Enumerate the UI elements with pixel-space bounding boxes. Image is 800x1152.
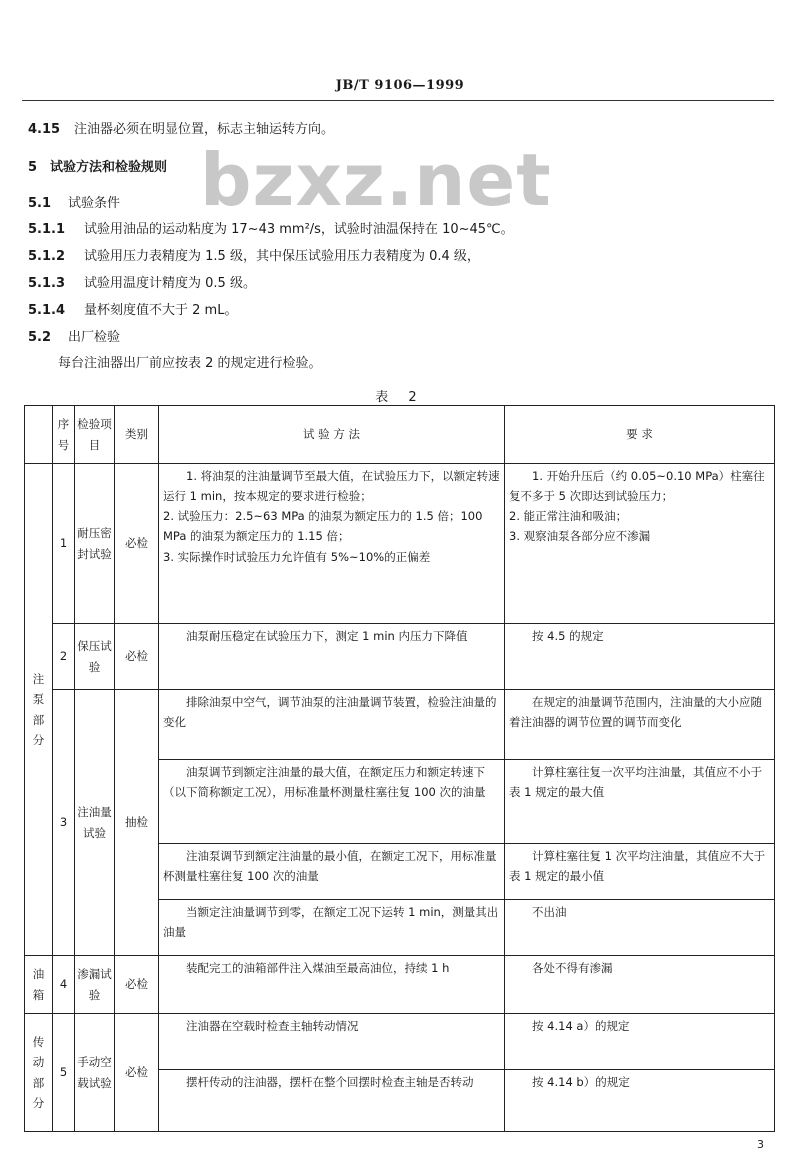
clause-5-1 [28, 192, 120, 211]
row-seq: 4 [53, 956, 75, 1014]
clause-5-1-2 [28, 245, 480, 264]
row-seq: 1 [53, 464, 75, 624]
row-method: 油泵耐压稳定在试验压力下，测定 1 min 内压力下降值 [159, 624, 505, 690]
row-requirement: 计算柱塞往复 1 次平均注油量，其值应不大于表 1 规定的最小值 [505, 844, 775, 900]
row-requirement: 1. 开始升压后（约 0.05~0.10 MPa）柱塞往复不多于 5 次即达到试验压力； 2. 能正常注油和吸油； 3. 观察油泵各部分应不渗漏 [505, 464, 775, 624]
row-method: 油泵调节到额定注油量的最大值，在额定压力和额定转速下（以下简称额定工况），用标准量杯测量柱塞往复 100 次的油量 [159, 760, 505, 844]
row-requirement: 按 4.14 b）的规定 [505, 1070, 775, 1132]
clause-text: 试验条件 [68, 196, 121, 211]
row-seq: 2 [53, 624, 75, 690]
row-category: 必检 [115, 1014, 159, 1132]
header-requirement: 要 求 [505, 406, 775, 464]
table-row [25, 690, 775, 760]
clause-5-2-body: 每台注油器出厂前应按表 2 的规定进行检验。 [58, 356, 322, 371]
header-divider [22, 100, 774, 101]
row-item: 手动空载试验 [75, 1014, 115, 1132]
clause-text: 试验方法和检验规则 [50, 160, 168, 175]
clause-5-2 [28, 326, 120, 345]
clause-number: 5.1.4 [28, 303, 66, 318]
table-row [25, 1014, 775, 1070]
row-category: 必检 [115, 464, 159, 624]
row-method: 注油泵调节到额定注油量的最小值，在额定工况下，用标准量杯测量柱塞往复 100 次的油量 [159, 844, 505, 900]
clause-number: 5.1.3 [28, 276, 66, 291]
header-seq: 序号 [53, 406, 75, 464]
row-method: 注油器在空载时检查主轴转动情况 [159, 1014, 505, 1070]
table-row [25, 624, 775, 690]
group-label-tank: 油 箱 [25, 956, 53, 1014]
group-label-drive: 传 动 部 分 [25, 1014, 53, 1132]
group-label-pump: 注 泵 部 分 [25, 464, 53, 956]
clause-5-1-4 [28, 299, 237, 318]
row-requirement: 不出油 [505, 900, 775, 956]
section-5-heading [28, 156, 167, 175]
clause-number: 5 [28, 160, 38, 175]
clause-number: 5.1 [28, 196, 52, 211]
header-group [25, 406, 53, 464]
clause-number: 5.1.2 [28, 249, 66, 264]
table-caption: 表 2 [375, 390, 425, 405]
row-category: 必检 [115, 624, 159, 690]
clause-text: 试验用温度计精度为 0.5 级。 [84, 276, 256, 291]
clause-number: 4.15 [28, 122, 61, 137]
row-method: 当额定注油量调节到零，在额定工况下运转 1 min，测量其出油量 [159, 900, 505, 956]
row-method: 排除油泵中空气，调节油泵的注油量调节装置，检验注油量的变化 [159, 690, 505, 760]
clause-number: 5.1.1 [28, 222, 66, 237]
header-item: 检验项目 [75, 406, 115, 464]
row-category: 抽检 [115, 690, 159, 956]
row-method: 摆杆传动的注油器，摆杆在整个回摆时检查主轴是否转动 [159, 1070, 505, 1132]
row-method: 装配完工的油箱部件注入煤油至最高油位，持续 1 h [159, 956, 505, 1014]
inspection-table [24, 405, 775, 1132]
watermark: bzxz.net [200, 138, 552, 222]
clause-text: 试验用压力表精度为 1.5 级，其中保压试验用压力表精度为 0.4 级， [84, 249, 480, 264]
clause-number: 5.2 [28, 330, 52, 345]
row-item: 注油量试验 [75, 690, 115, 956]
row-seq: 5 [53, 1014, 75, 1132]
table-row [25, 464, 775, 624]
table-header-row [25, 406, 775, 464]
row-item: 保压试验 [75, 624, 115, 690]
clause-5-1-1 [28, 218, 514, 237]
row-category: 必检 [115, 956, 159, 1014]
clause-text: 试验用油品的运动粘度为 17~43 mm²/s，试验时油温保持在 10~45℃。 [84, 222, 514, 237]
row-requirement: 计算柱塞往复一次平均注油量，其值应不小于表 1 规定的最大值 [505, 760, 775, 844]
row-item: 耐压密封试验 [75, 464, 115, 624]
clause-4-15 [28, 118, 334, 137]
row-requirement: 各处不得有渗漏 [505, 956, 775, 1014]
row-requirement: 按 4.14 a）的规定 [505, 1014, 775, 1070]
page-number: 3 [757, 1138, 764, 1151]
header-category: 类别 [115, 406, 159, 464]
row-method: 1. 将油泵的注油量调节至最大值，在试验压力下，以额定转速运行 1 min，按本规定的要求进行检验； 2. 试验压力：2.5~63 MPa 的油泵为额定压力的 1.5 倍；100 MPa 的油泵为额定压力的 1.15 倍； 3. 实际操作时试验压力允许值有 5%~10%的正偏差 [159, 464, 505, 624]
header-method: 试 验 方 法 [159, 406, 505, 464]
table-row [25, 956, 775, 1014]
row-item: 渗漏试验 [75, 956, 115, 1014]
standard-code-header: JB/T 9106—1999 [335, 78, 465, 93]
row-requirement: 在规定的油量调节范围内，注油量的大小应随着注油器的调节位置的调节而变化 [505, 690, 775, 760]
row-requirement: 按 4.5 的规定 [505, 624, 775, 690]
clause-text: 出厂检验 [68, 330, 121, 345]
clause-text: 量杯刻度值不大于 2 mL。 [84, 303, 238, 318]
clause-text: 注油器必须在明显位置，标志主轴运转方向。 [74, 122, 335, 137]
clause-5-1-3 [28, 272, 256, 291]
row-seq: 3 [53, 690, 75, 956]
